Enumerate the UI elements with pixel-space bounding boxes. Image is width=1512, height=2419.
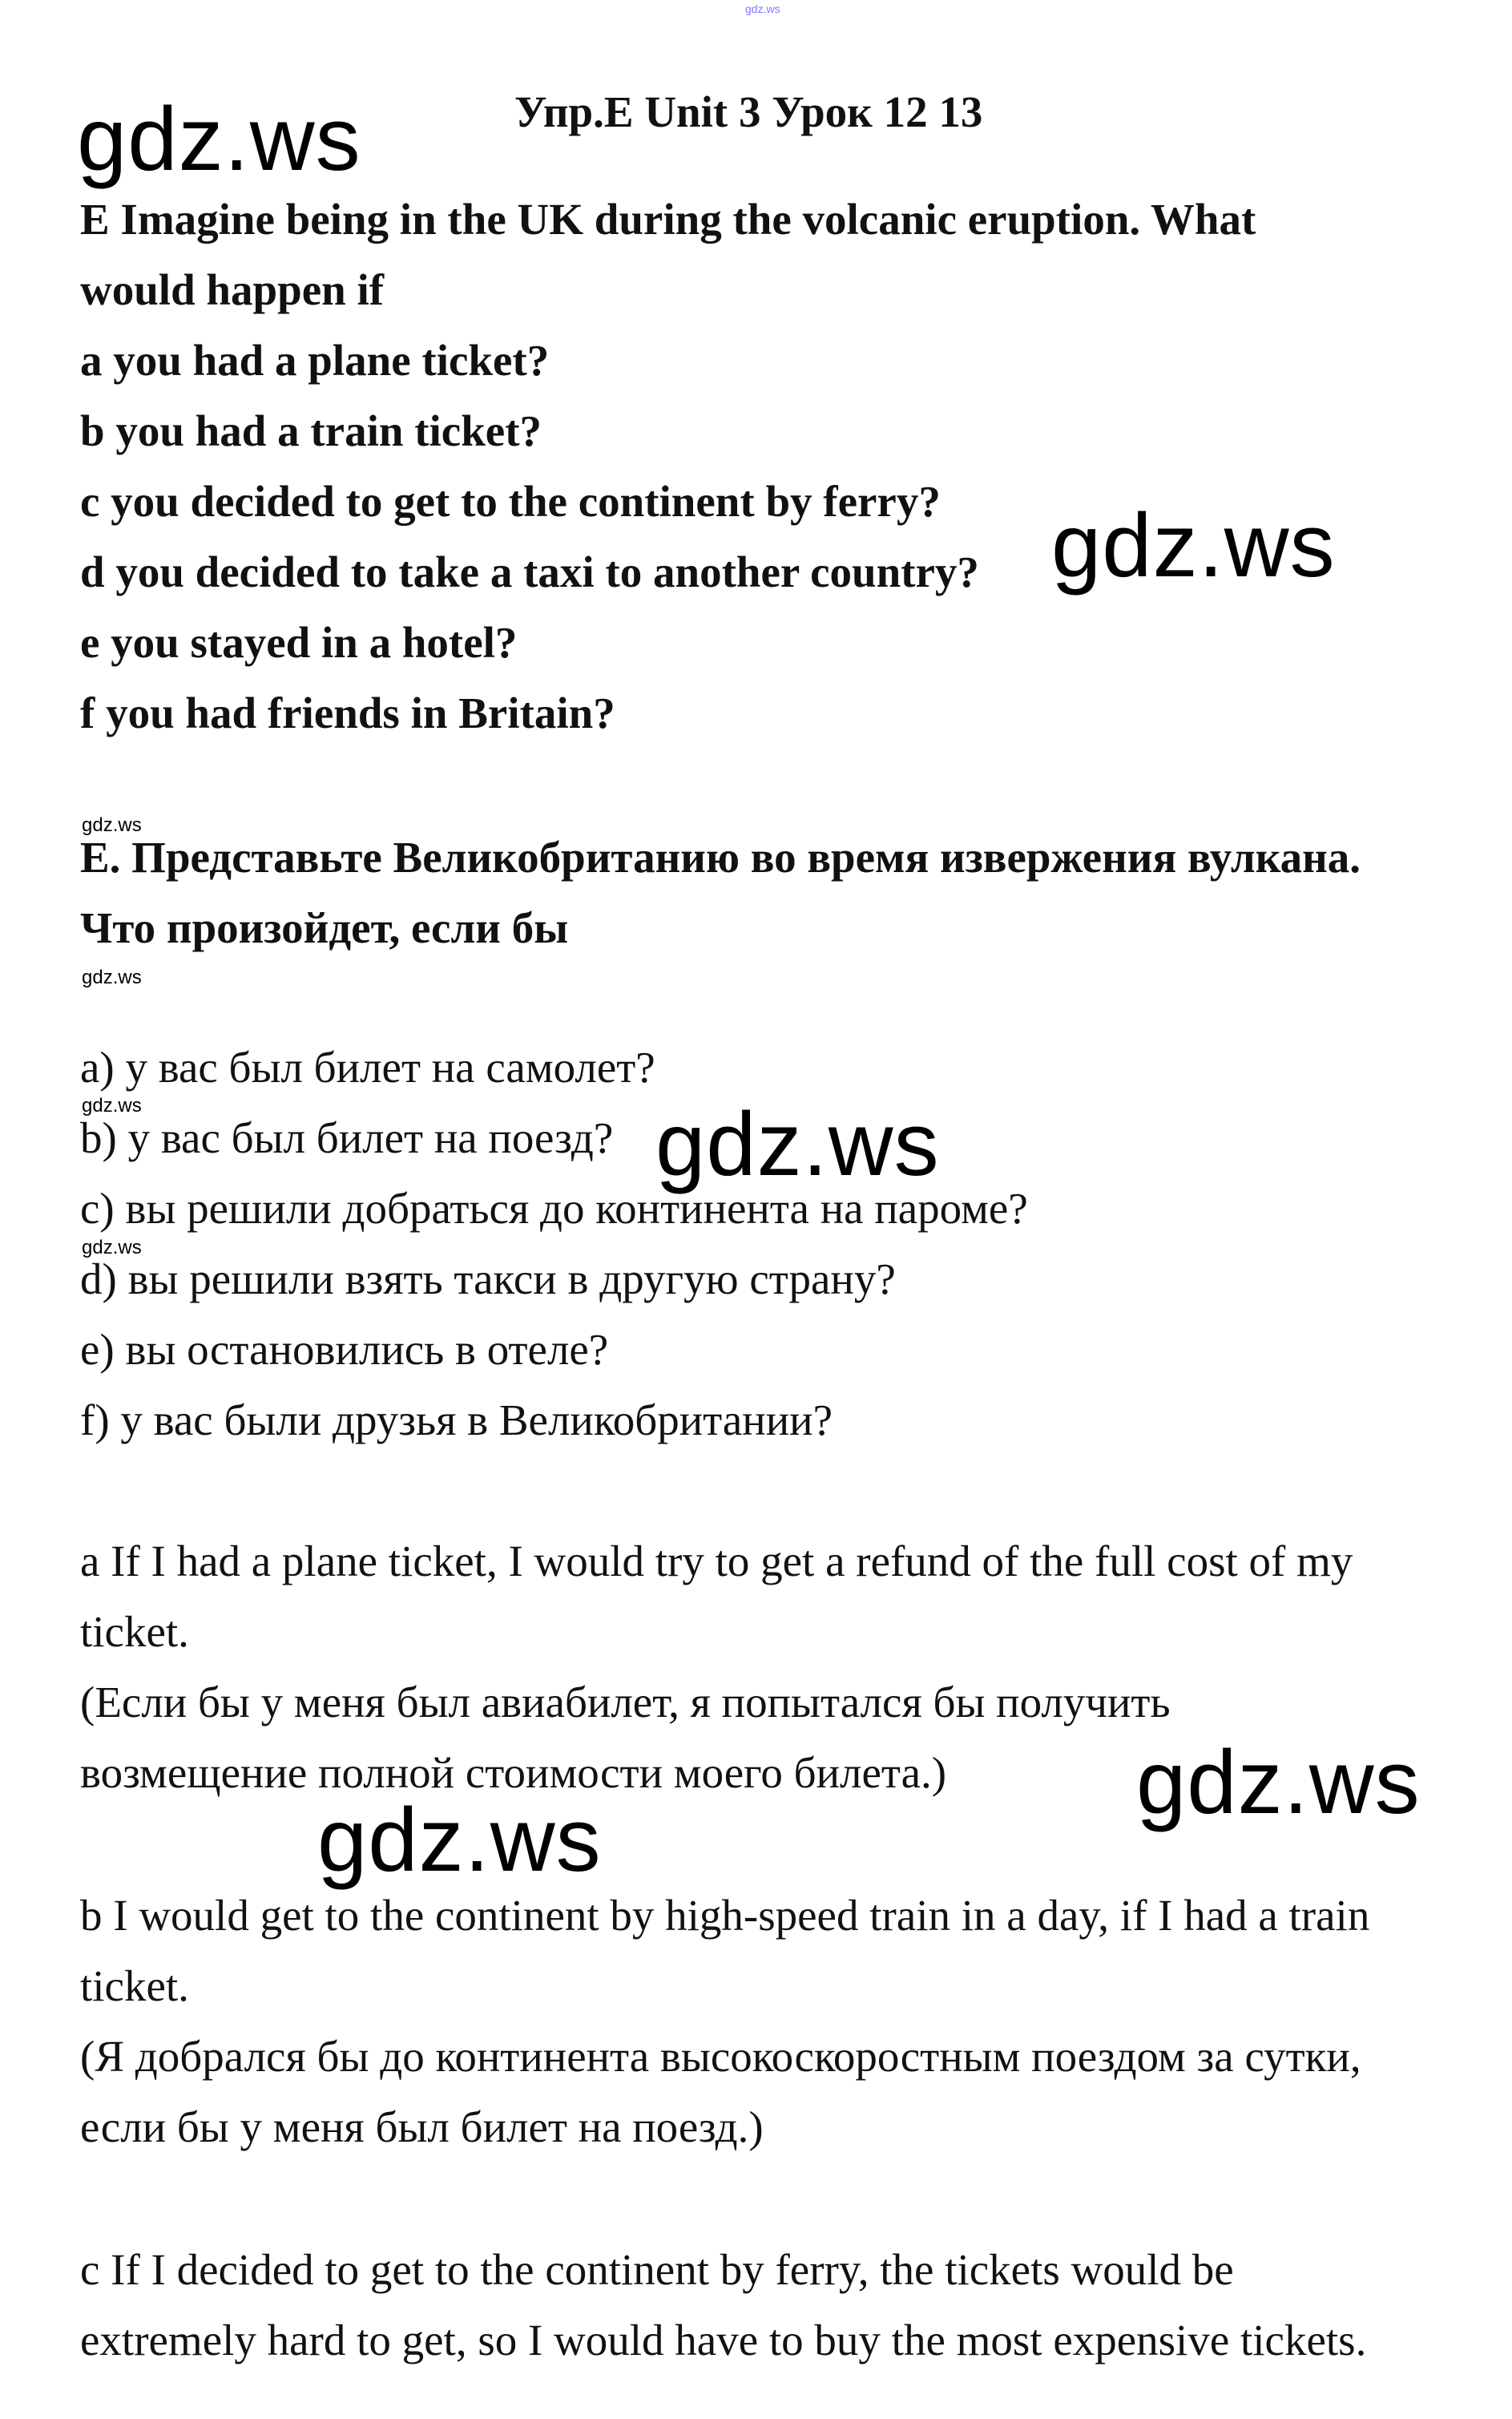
answer-a-translation: возмещение полной стоимости моего билета.)	[80, 1748, 947, 1797]
answer-b-line: b I would get to the continent by high-speed train in a day, if I had a train	[80, 1891, 1370, 1940]
watermark-small: gdz.ws	[82, 814, 142, 836]
task-heading-ru: Е. Представьте Великобританию во время извержения вулкана.	[80, 833, 1361, 882]
answer-a-line: ticket.	[80, 1607, 189, 1656]
top-watermark: gdz.ws	[745, 2, 780, 15]
question-ru-e: e) вы остановились в отеле?	[80, 1325, 609, 1374]
answer-c-line: extremely hard to get, so I would have to buy the most expensive tickets.	[80, 2316, 1367, 2364]
question-ru-c: c) вы решили добраться до континента на пароме?	[80, 1184, 1028, 1233]
watermark-logo: gdz.ws	[317, 1790, 602, 1890]
task-heading-continued: would happen if	[80, 265, 385, 314]
task-question-f: f you had friends in Britain?	[80, 689, 615, 737]
task-question-d: d you decided to take a taxi to another country?	[80, 547, 979, 596]
watermark-small: gdz.ws	[82, 967, 142, 988]
task-question-b: b you had a train ticket?	[80, 406, 542, 455]
watermark-small: gdz.ws	[82, 1237, 142, 1258]
question-ru-f: f) у вас были друзья в Великобритании?	[80, 1395, 833, 1444]
task-question-e: e you stayed in a hotel?	[80, 618, 518, 667]
question-ru-a: a) у вас был билет на самолет?	[80, 1043, 655, 1092]
watermark-small: gdz.ws	[82, 1095, 142, 1117]
page-title: Упр.E Unit 3 Урок 12 13	[514, 87, 983, 136]
watermark-logo: gdz.ws	[655, 1094, 940, 1194]
answer-a-line: a If I had a plane ticket, I would try to get a refund of the full cost of my	[80, 1537, 1353, 1585]
task-heading: E Imagine being in the UK during the volcanic eruption. What	[80, 195, 1256, 244]
answer-c-line: c If I decided to get to the continent by ferry, the tickets would be	[80, 2245, 1234, 2294]
watermark-logo: gdz.ws	[77, 89, 361, 189]
question-ru-b: b) у вас был билет на поезд?	[80, 1113, 614, 1162]
task-heading-ru-continued: Что произойдет, если бы	[80, 903, 569, 952]
answer-b-line: ticket.	[80, 1961, 189, 2010]
watermark-logo: gdz.ws	[1136, 1732, 1421, 1832]
answer-b-translation: если бы у меня был билет на поезд.)	[80, 2102, 764, 2151]
answer-b-translation: (Я добрался бы до континента высокоскоростным поездом за сутки,	[80, 2032, 1361, 2081]
watermark-logo: gdz.ws	[1051, 495, 1336, 596]
question-ru-d: d) вы решили взять такси в другую страну?	[80, 1254, 896, 1303]
task-question-c: c you decided to get to the continent by ferry?	[80, 477, 941, 526]
answer-a-translation: (Если бы у меня был авиабилет, я попытался бы получить	[80, 1678, 1171, 1726]
task-question-a: a you had a plane ticket?	[80, 336, 550, 385]
